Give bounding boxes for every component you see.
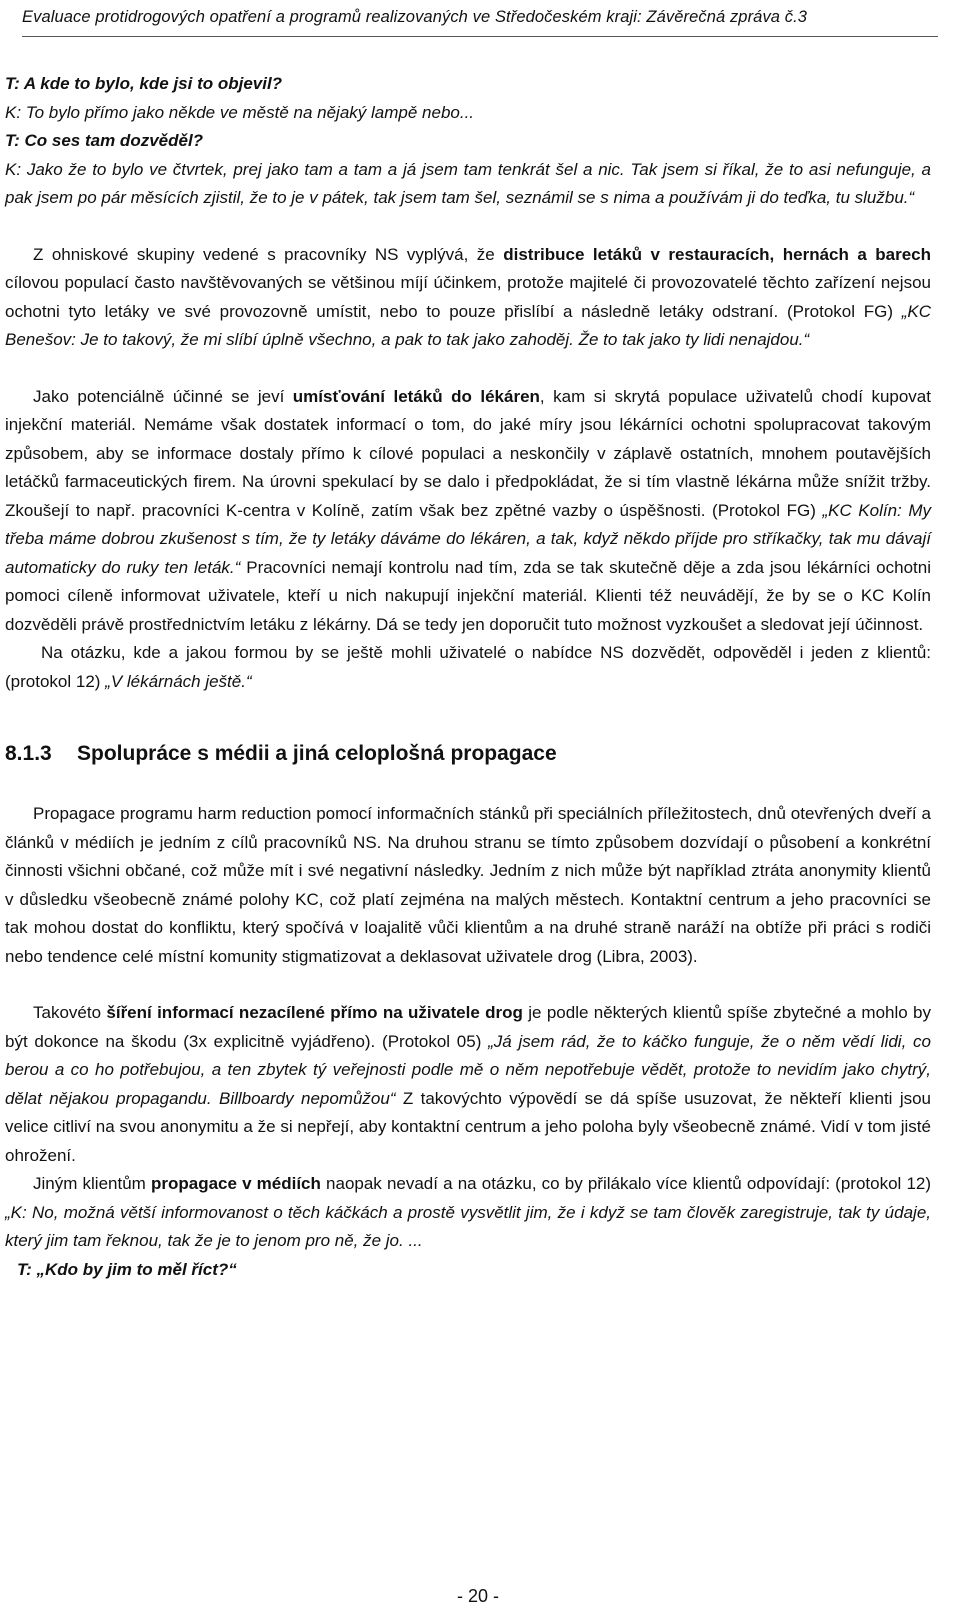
document-body (5, 70, 931, 1284)
quote-run: „KC Benešov: Je to takový, že mi slíbí úplně všechno, a pak to tak jako zahoděj. Že to tak jako ty lidi nenajdou.“ (5, 301, 931, 349)
interview-line: T: Co ses tam dozvěděl? (5, 131, 204, 150)
section-title: Spolupráce s médii a jiná celoplošná propagace (77, 742, 557, 765)
quote-run: „Já jsem rád, že to káčko funguje, že o něm vědí lidi, co berou a co ho potřebujou, a ten zbytek tý veřejnosti podle mě o něm nepotřebuje vědět, protože to nevidím jako chytrý, dělat nějakou propagandu. Billboardy nepomůžou“ (5, 1031, 931, 1108)
header-rule (22, 36, 938, 37)
text-run: Pracovníci nemají kontrolu nad tím, zda se tak skutečně děje a zda jsou lékárníci ochotni pomoci cíleně informovat uživatele, kteří u nich nakupují injekční materiál. Klienti též neuvádějí, že by se o KC Kolín dozvěděli právě prostřednictvím letáku z lékárny. Dá se tedy jen doporučit tuto možnost vyzkoušet a sledovat její účinnost. (5, 557, 931, 634)
section-number: 8.1.3 (5, 742, 52, 765)
text-run: Takovéto (33, 1003, 107, 1022)
interview-line: K: To bylo přímo jako někde ve městě na nějaký lampě nebo... (5, 102, 475, 122)
text-run: cílovou populací často navštěvovaných se většinou míjí účinkem, protože majitelé či provozovatelé těchto zařízení nejsou ochotni tyto letáky ve své provozovně umístit, nebo to pouze přislíbí a následně letáky odstraní. (Protokol FG) (5, 273, 931, 321)
paragraph-leaflets-bars (5, 241, 931, 355)
text-run: Na otázku, kde a jakou formou by se ještě mohli uživatelé o nabídce NS dozvědět, odpověděl i jeden z klientů: (protokol 12) (5, 643, 931, 691)
interview-line: T: „Kdo by jim to měl říct?“ (17, 1259, 237, 1279)
paragraph-pharmacy-question (5, 639, 931, 696)
interview-line: K: Jako že to bylo ve čtvrtek, prej jako tam a tam a já jsem tam tenkrát šel a nic. Tak jsem si říkal, že to asi nefunguje, a pak jsem po pár měsících zjistil, že to je v pátek, tak jsem tam šel, seznámil se s nima a používám ji do teďka, tu službu.“ (5, 159, 931, 207)
bold-run: distribuce letáků v restauracích, hernách a barech (503, 244, 931, 264)
quote-run: „V lékárnách ještě.“ (105, 671, 252, 691)
text-run: Jiným klientům (33, 1174, 151, 1193)
bold-run: propagace v médiích (150, 1174, 321, 1193)
text-run: Jako potenciálně účinné se jeví (33, 386, 293, 406)
text-run: , kam si skrytá populace uživatelů chodí kupovat injekční materiál. Nemáme však dostatek informací o tom, do jaké míry jsou lékárníci ochotni spolupracovat takovým způsobem, aby se informace dostaly přímo k cílové populaci a neskončily v záplavě ostatních, mnohem poutavějších letáčků farmaceutických firem. Na úrovni spekulací by se dalo i předpokládat, že si tím vlastně lékárna může snížit tržby. Zkoušejí to např. pracovníci K-centra v Kolíně, zatím však bez zpětné vazby o úspěšnosti. (Protokol FG) (5, 386, 931, 520)
paragraph-media-positive (5, 1170, 931, 1256)
text-run: je podle některých klientů spíše zbytečné a mohlo by být dokonce na škodu (3x explicitně vyjádřeno). (Protokol 05) (5, 1003, 932, 1051)
page-number (0, 1586, 960, 1607)
paragraph-untargeted-info (5, 999, 931, 1170)
text-run: Z takovýchto výpovědí se dá spíše usuzovat, že někteří klienti jsou velice citliví na svou anonymitu a že si nepřejí, aby kontaktní centrum a jeho poloha byly všeobecně známé. Vidí v tom jisté ohrožení. (5, 1088, 932, 1165)
bold-run: šíření informací nezacílené přímo na uživatele drog (106, 1003, 523, 1022)
quote-run: „KC Kolín: My třeba máme dobrou zkušenost s tím, že ty letáky dáváme do lékáren, a tak, když někdo příjde pro stříkačky, tak mu dávají automaticky do ruky ten leták.“ (5, 500, 931, 577)
paragraph-leaflets-pharmacies (5, 383, 931, 640)
quote-run: „K: No, možná větší informovanost o těch káčkách a prostě vysvětlit jim, že i když se tam člověk zaregistruje, tak ty údaje, který jim tam řeknou, tak že je to jenom pro ně, že jo. ... (5, 1202, 931, 1250)
paragraph-media-propagation: Propagace programu harm reduction pomocí informačních stánků při speciálních příležitostech, dnů otevřených dveří a článků v médiích je jedním z cílů pracovníků NS. Na druhou stranu se tímto způsobem dozvídají o působení a konkrétní činnosti všichni občané, což může mít i své negativní následky. Jedním z nich může být například ztráta anonymity klientů v důsledku všeobecně známé polohy KC, což platí zejména na malých městech. Kontaktní centrum a jeho pracovníci se tak mohou dostat do konfliktu, který spočívá v loajalitě vůči klientům a na druhé straně naráží na obtíže při práci s rodiči nebo tendence celé místní komunity stigmatizovat a deklasovat uživatele drog (Libra, 2003). (5, 804, 931, 966)
text-run: Z ohniskové skupiny vedené s pracovníky NS vyplývá, že (33, 244, 504, 264)
text-run: naopak nevadí a na otázku, co by přilákalo více klientů odpovídají: (protokol 12) (320, 1174, 932, 1193)
interview-line: T: A kde to bylo, kde jsi to objevil? (5, 74, 283, 93)
section-heading (5, 740, 931, 768)
bold-run: umísťování letáků do lékáren (292, 386, 540, 406)
page-number-text: - 20 - (456, 1586, 499, 1606)
running-header: Evaluace protidrogových opatření a programů realizovaných ve Středočeském kraji: Závěrečná zpráva č.3 (22, 8, 808, 26)
